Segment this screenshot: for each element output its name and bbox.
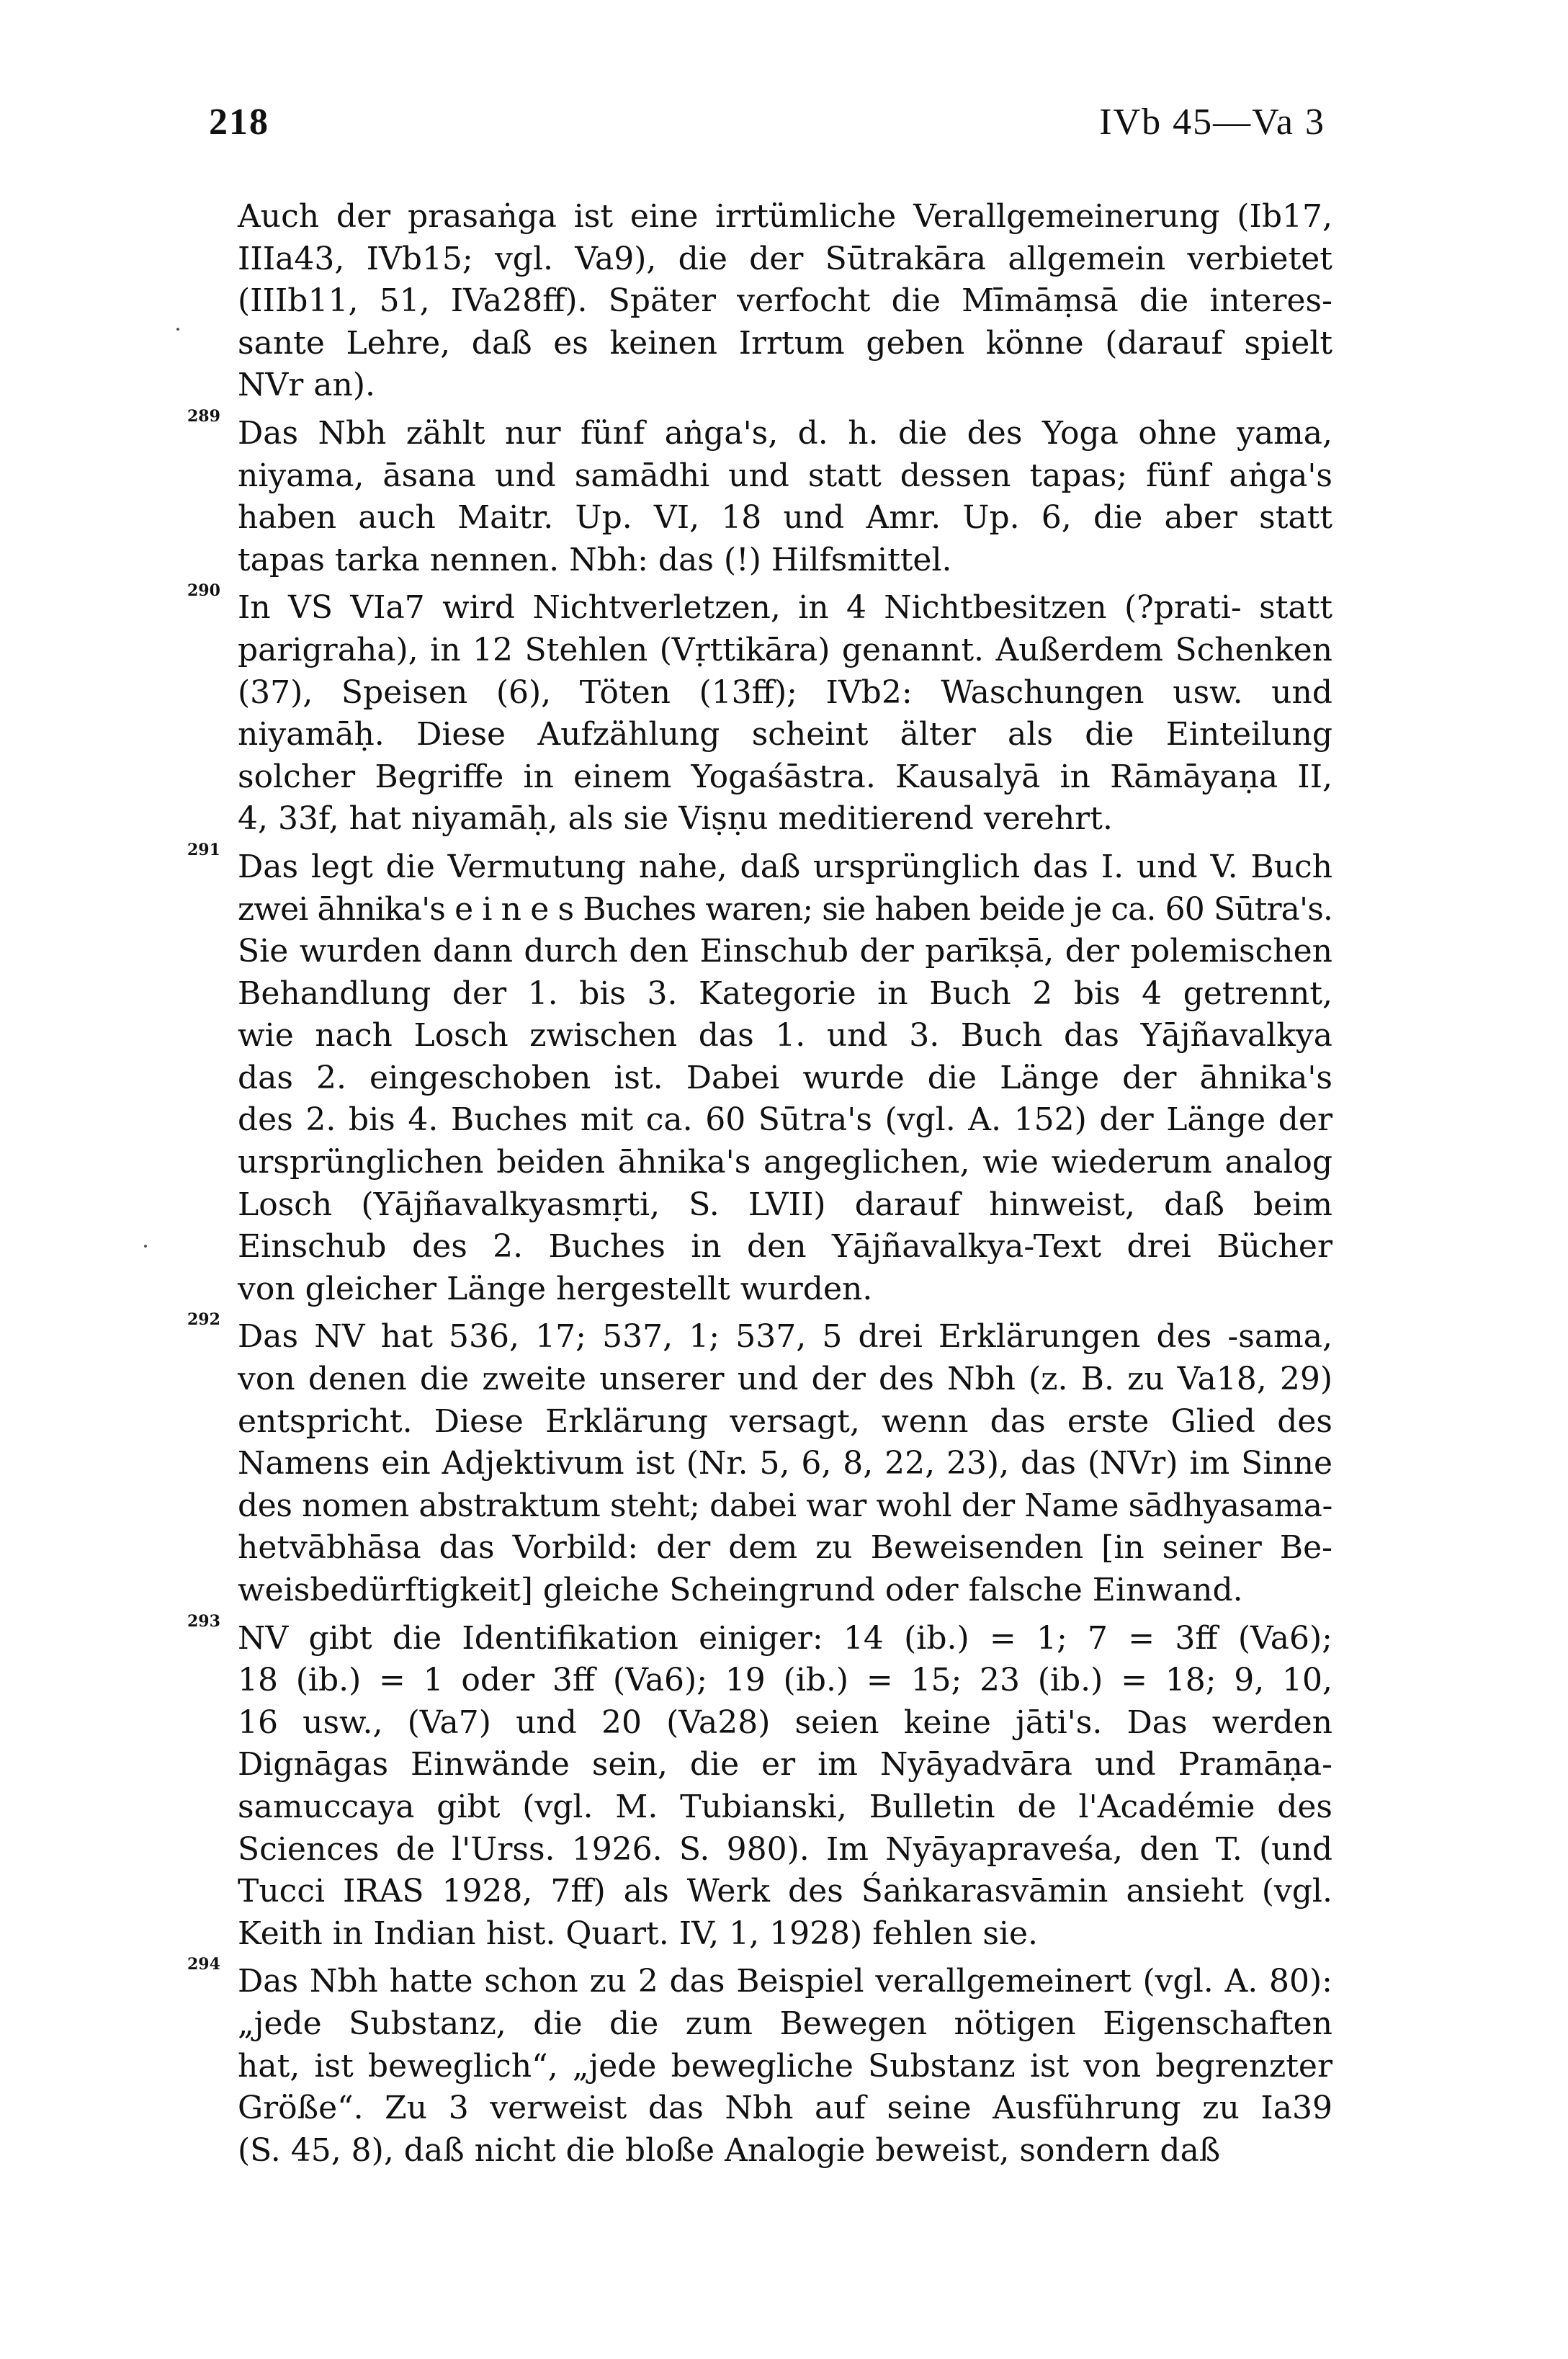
text-line: Einschub des 2. Buches in den Yājñavalkya-Text drei Bücher bbox=[238, 1228, 1332, 1266]
text-line: entspricht. Diese Erklärung versagt, wenn das erste Glied des bbox=[238, 1402, 1332, 1440]
text-line: Behandlung der 1. bis 3. Kategorie in Buch 2 bis 4 getrennt, bbox=[238, 975, 1332, 1012]
text-line: tapas tarka nennen. Nbh: das (!) Hilfsmittel. bbox=[238, 541, 952, 578]
text-line: haben auch Maitr. Up. VI, 18 und Amr. Up. 6, die aber statt bbox=[238, 499, 1332, 537]
text-line: wie nach Losch zwischen das 1. und 3. Buch das Yājñavalkya bbox=[238, 1017, 1332, 1055]
endnote bbox=[187, 1955, 1332, 2172]
endnote bbox=[187, 1310, 1332, 1611]
text-line: (IIIb11, 51, IVa28ff). Später verfocht die Mīmāṃsā die interes- bbox=[238, 282, 1332, 320]
endnote-number: 294 bbox=[187, 1955, 220, 1974]
text-line: niyamāḥ. Diese Aufzählung scheint älter als die Einteilung bbox=[238, 716, 1332, 753]
text-line: von denen die zweite unserer und der des Nbh (z. B. zu Va18, 29) bbox=[238, 1361, 1332, 1398]
endnote-number: 292 bbox=[187, 1310, 220, 1330]
text-line: 16 usw., (Va7) und 20 (Va28) seien keine jāti's. Das werden bbox=[238, 1704, 1332, 1741]
text-line: Namens ein Adjektivum ist (Nr. 5, 6, 8, 22, 23), das (NVr) im Sinne bbox=[238, 1445, 1332, 1482]
endnote bbox=[238, 196, 1332, 407]
running-head: IVb 45—Va 3 bbox=[1099, 102, 1325, 143]
page-header bbox=[209, 101, 1325, 158]
text-line: Auch der prasaṅga ist eine irrtümliche Verallgemeinerung (Ib17, bbox=[238, 198, 1332, 235]
endnote bbox=[187, 840, 1332, 1311]
text-line: sante Lehre, daß es keinen Irrtum geben könne (darauf spielt bbox=[238, 324, 1332, 362]
endnote-number: 290 bbox=[187, 581, 220, 601]
text-line: solcher Begriffe in einem Yogaśāstra. Kausalyā in Rāmāyaṇa II, bbox=[238, 758, 1332, 795]
text-line: des nomen abstraktum steht; dabei war wohl der Name sādhyasama- bbox=[238, 1487, 1332, 1524]
text-line: Sciences de l'Urss. 1926. S. 980). Im Nyāyapraveśa, den T. (und bbox=[238, 1830, 1332, 1868]
text-line: ursprünglichen beiden āhnika's angeglichen, wie wiederum analog bbox=[238, 1144, 1332, 1181]
text-line: „jede Substanz, die die zum Bewegen nötigen Eigenschaften bbox=[238, 2005, 1332, 2042]
text-line: Dignāgas Einwände sein, die er im Nyāyadvāra und Pramāṇa- bbox=[238, 1746, 1332, 1783]
text-line: niyama, āsana und samādhi und statt dessen tapas; fünf aṅga's bbox=[238, 457, 1332, 494]
endnote bbox=[187, 1611, 1332, 1956]
text-line: Sie wurden dann durch den Einschub der parīkṣā, der polemischen bbox=[238, 933, 1332, 970]
margin-speck bbox=[144, 1245, 147, 1248]
text-line: zwei āhnika's e i n e s Buches waren; sie haben beide je ca. 60 Sūtra's. bbox=[238, 890, 1332, 928]
text-line: 4, 33f, hat niyamāḥ, als sie Viṣṇu meditierend verehrt. bbox=[238, 800, 1113, 838]
text-line: Größe“. Zu 3 verweist das Nbh auf seine Ausführung zu Ia39 bbox=[238, 2090, 1332, 2127]
text-line: Das Nbh hatte schon zu 2 das Beispiel verallgemeinert (vgl. A. 80): bbox=[238, 1963, 1332, 2000]
text-line: Losch (Yājñavalkyasmṛti, S. LVII) darauf hinweist, daß beim bbox=[238, 1186, 1332, 1223]
text-line: parigraha), in 12 Stehlen (Vṛttikāra) genannt. Außerdem Schenken bbox=[238, 631, 1332, 668]
text-line: hat, ist beweglich“, „jede bewegliche Substanz ist von begrenzter bbox=[238, 2047, 1332, 2085]
text-line: IIIa43, IVb15; vgl. Va9), die der Sūtrakāra allgemein verbietet bbox=[238, 240, 1332, 277]
margin-speck bbox=[176, 328, 179, 331]
text-line: samuccaya gibt (vgl. M. Tubianski, Bulletin de l'Académie des bbox=[238, 1788, 1332, 1825]
endnote bbox=[187, 406, 1332, 581]
text-line: (S. 45, 8), daß nicht die bloße Analogie beweist, sondern daß bbox=[238, 2131, 1221, 2169]
text-line: das 2. eingeschoben ist. Dabei wurde die Länge der āhnika's bbox=[238, 1059, 1332, 1096]
endnote-number: 293 bbox=[187, 1611, 220, 1631]
text-line: 18 (ib.) = 1 oder 3ff (Va6); 19 (ib.) = 15; 23 (ib.) = 18; 9, 10, bbox=[238, 1662, 1332, 1699]
text-line: NV gibt die Identifikation einiger: 14 (ib.) = 1; 7 = 3ff (Va6); bbox=[238, 1619, 1332, 1657]
text-line: NVr an). bbox=[238, 367, 376, 404]
text-line: In VS VIa7 wird Nichtverletzen, in 4 Nichtbesitzen (?prati- statt bbox=[238, 589, 1332, 627]
text-line: (37), Speisen (6), Töten (13ff); IVb2: Waschungen usw. und bbox=[238, 673, 1332, 711]
text-line: des 2. bis 4. Buches mit ca. 60 Sūtra's (vgl. A. 152) der Länge der bbox=[238, 1101, 1332, 1139]
endnote bbox=[187, 581, 1332, 841]
text-line: Keith in Indian hist. Quart. IV, 1, 1928) fehlen sie. bbox=[238, 1915, 1038, 1952]
text-line: Tucci IRAS 1928, 7ff) als Werk des Śaṅkarasvāmin ansieht (vgl. bbox=[238, 1873, 1332, 1910]
endnote-number: 291 bbox=[187, 840, 220, 859]
endnote-number: 289 bbox=[187, 406, 220, 426]
text-line: weisbedürftigkeit] gleiche Scheingrund oder falsche Einwand. bbox=[238, 1572, 1243, 1608]
text-line: Das NV hat 536, 17; 537, 1; 537, 5 drei Erklärungen des -sama, bbox=[238, 1318, 1332, 1356]
page-number: 218 bbox=[209, 102, 269, 143]
text-line: hetvābhāsa das Vorbild: der dem zu Beweisenden [in seiner Be- bbox=[238, 1529, 1332, 1567]
text-line: von gleicher Länge hergestellt wurden. bbox=[238, 1270, 873, 1307]
text-line: Das legt die Vermutung nahe, daß ursprünglich das I. und V. Buch bbox=[238, 848, 1332, 885]
endnotes-list bbox=[187, 196, 1332, 2177]
text-line: Das Nbh zählt nur fünf aṅga's, d. h. die des Yoga ohne yama, bbox=[238, 414, 1332, 452]
